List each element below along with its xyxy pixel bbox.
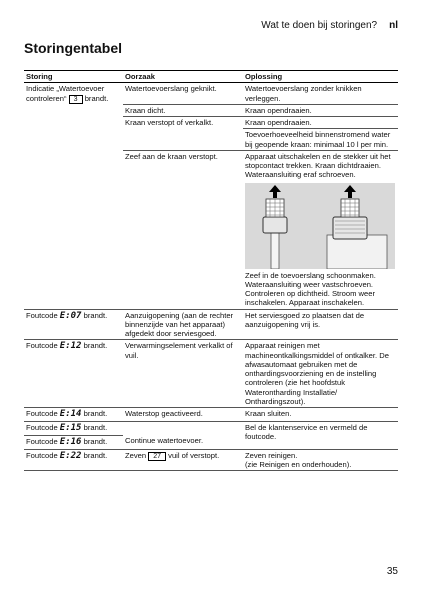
- solution-text: Zeef in de toevoerslang schoonmaken. Wateraansluiting weer vastschroeven. Controleren op dichtheid. Stroom weer inschakelen. Apparaat inschakelen.: [245, 270, 376, 308]
- solution-cell: Kraan opendraaien.: [243, 104, 398, 116]
- col-header-oplossing: Oplossing: [243, 71, 398, 83]
- error-code: E:12: [59, 341, 82, 352]
- fault-prefix: Foutcode: [26, 450, 58, 460]
- cause-cell: Kraan dicht.: [123, 104, 243, 116]
- fault-prefix: Foutcode: [26, 409, 58, 418]
- table-header-row: [24, 71, 398, 83]
- running-header: [261, 20, 398, 31]
- solution-cell: [243, 449, 398, 471]
- error-code: E:14: [59, 409, 82, 419]
- solution-cell: Watertoevoerslang zonder knikken verleggen.: [243, 83, 398, 105]
- table-row: [24, 449, 398, 471]
- solution-text: Zeven reinigen.: [245, 450, 298, 460]
- fault-suffix: brandt.: [83, 436, 108, 446]
- cause-cell: Waterstop geactiveerd.: [123, 408, 243, 422]
- cause-cell: Zeef aan de kraan verstopt.: [123, 150, 243, 309]
- fault-cell: [24, 83, 123, 309]
- cause-cell: Continue watertoevoer.: [123, 435, 243, 449]
- solution-cell: Het serviesgoed zo plaatsen dat de aanzuigopening vrij is.: [243, 309, 398, 340]
- cause-cell: [123, 449, 243, 471]
- cause-cell: Watertoevoerslang geknikt.: [123, 83, 243, 105]
- indicator-box: 3: [69, 95, 83, 104]
- fault-prefix: Foutcode: [26, 310, 58, 320]
- fault-suffix: brandt.: [83, 341, 108, 351]
- filter-illustration: [245, 183, 395, 269]
- cause-cell: Verwarmingselement verkalkt of vuil.: [123, 340, 243, 408]
- fault-cell: [24, 449, 123, 471]
- page-number: 35: [386, 566, 398, 577]
- col-header-oorzaak: Oorzaak: [123, 71, 243, 83]
- fault-suffix: brandt.: [83, 409, 108, 418]
- fault-prefix: Foutcode: [26, 341, 58, 351]
- solution-cell: Bel de klantenservice en vermeld de foutcode.: [243, 421, 398, 449]
- fault-suffix: brandt.: [83, 422, 108, 432]
- fault-prefix: Foutcode: [26, 436, 58, 446]
- error-code: E:22: [59, 450, 82, 461]
- table-row: [24, 408, 398, 422]
- cause-cell: Kraan verstopt of verkalkt.: [123, 117, 243, 151]
- solution-note: (zie Reinigen en onderhouden).: [245, 460, 352, 470]
- table-row: [24, 309, 398, 340]
- language-code: nl: [389, 20, 398, 31]
- table-row: [24, 83, 398, 105]
- table-row: [24, 421, 398, 435]
- section-title: Wat te doen bij storingen?: [261, 20, 378, 31]
- fault-cell: [24, 340, 123, 408]
- fault-cell: [24, 421, 123, 435]
- solution-text: Apparaat uitschakelen en de stekker uit het stopcontact trekken. Kraan dichtdraaien. Wateraansluiting eraf schroeven.: [245, 151, 391, 180]
- cause-suffix: vuil of verstopt.: [168, 450, 220, 460]
- page-title: Storingentabel: [24, 40, 123, 56]
- cause-cell: [123, 421, 243, 435]
- error-code: E:07: [59, 310, 82, 321]
- fault-prefix: Foutcode: [26, 422, 58, 432]
- fault-table: [24, 70, 398, 471]
- fault-suffix: brandt.: [83, 310, 108, 320]
- fault-suffix: brandt.: [84, 93, 109, 103]
- solution-cell: Toevoerhoeveelheid binnenstromend water bij geopende kraan: minimaal 10 l per min.: [243, 129, 398, 151]
- solution-cell: [243, 150, 398, 309]
- fault-cell: [24, 408, 123, 422]
- reference-box: 27: [148, 452, 166, 461]
- fault-cell: [24, 435, 123, 449]
- fault-cell: [24, 309, 123, 340]
- col-header-storing: Storing: [24, 71, 123, 83]
- fault-text: Indicatie „Watertoevoer controleren“: [26, 84, 105, 103]
- error-code: E:15: [59, 422, 82, 433]
- fault-suffix: brandt.: [83, 450, 108, 460]
- solution-cell: Apparaat reinigen met machineontkalkingsmiddel of ontkalker. De afwasautomaat gebruiken met de onthardingsvoorziening en de instelling controleren (zie het hoofdstuk Waterontharding Installatie/ Onthardingszout).: [243, 340, 398, 408]
- cause-cell: Aanzuigopening (aan de rechter binnenzijde van het apparaat) afgedekt door serviesgoed.: [123, 309, 243, 340]
- solution-cell: Kraan opendraaien.: [243, 117, 398, 129]
- cause-text: Zeven: [125, 450, 147, 460]
- solution-cell: Kraan sluiten.: [243, 408, 398, 422]
- table-row: [24, 340, 398, 408]
- error-code: E:16: [59, 436, 82, 447]
